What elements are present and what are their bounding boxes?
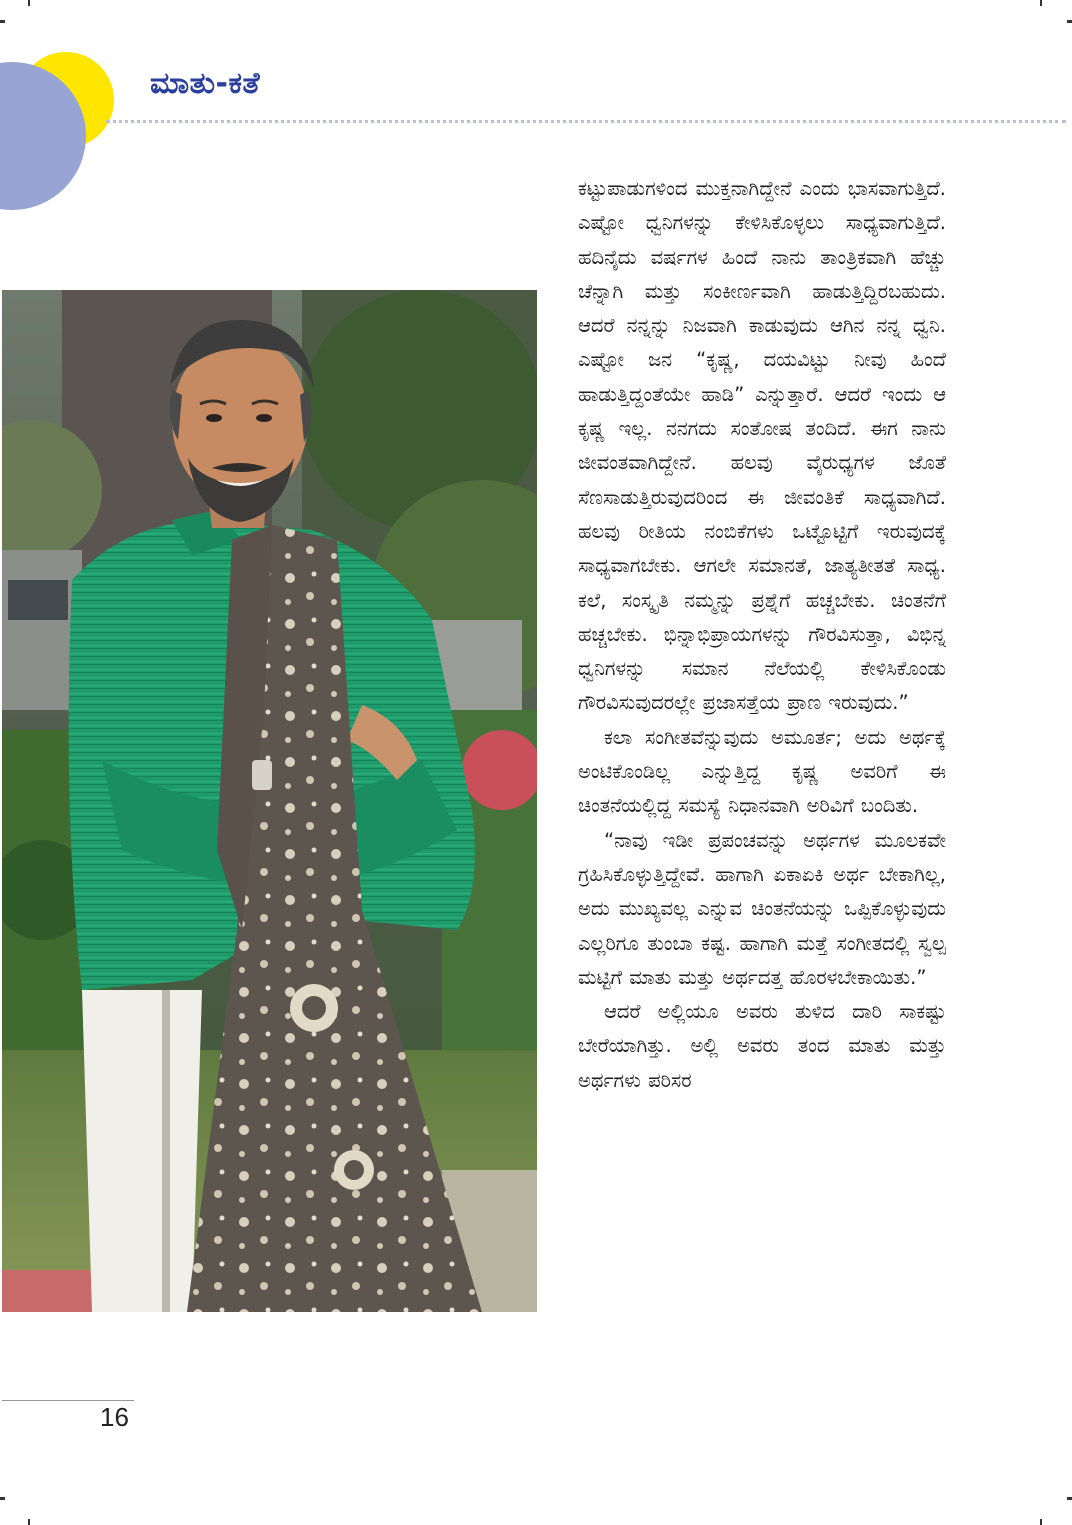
article-body [578, 172, 946, 1098]
page-number-rule [2, 1400, 134, 1401]
article-paragraph: “ನಾವು ಇಡೀ ಪ್ರಪಂಚವನ್ನು ಅರ್ಥಗಳ ಮೂಲಕವೇ ಗ್ರಹಿಸಿಕೊಳ್ಳುತ್ತಿದ್ದೇವೆ. ಹಾಗಾಗಿ ಏಕಾಏಕಿ ಅರ್ಥ ಬೇಕಾಗಿಲ್ಲ, ಅದು ಮುಖ್ಯವಲ್ಲ ಎನ್ನುವ ಚಿಂತನೆಯನ್ನು ಒಪ್ಪಿಕೊಳ್ಳುವುದು ಎಲ್ಲರಿಗೂ ತುಂಬಾ ಕಷ್ಟ. ಹಾಗಾಗಿ ಮತ್ತೆ ಸಂಗೀತದಲ್ಲಿ ಸ್ವಲ್ಪ ಮಟ್ಟಿಗೆ ಮಾತು ಮತ್ತು ಅರ್ಥದತ್ತ ಹೊರಳಬೇಕಾಯಿತು.” [578, 828, 946, 989]
section-title: ಮಾತು-ಕತೆ [150, 66, 261, 101]
crop-mark [1040, 0, 1042, 6]
page-number: 16 [100, 1402, 129, 1432]
article-paragraph: ಆದರೆ ಅಲ್ಲಿಯೂ ಅವರು ತುಳಿದ ದಾರಿ ಸಾಕಷ್ಟು ಬೇರೆಯಾಗಿತ್ತು. ಅಲ್ಲಿ ಅವರು ತಂದ ಮಾತು ಮತ್ತು ಅರ್ಥಗಳು ಪರಿಸರ [578, 1000, 946, 1092]
portrait-photo [2, 290, 537, 1312]
header-dotted-rule [106, 120, 1066, 123]
crop-mark [0, 1497, 5, 1500]
crop-mark [28, 1519, 30, 1525]
crop-mark [1067, 1497, 1072, 1500]
crop-mark [1040, 1519, 1042, 1525]
crop-mark [28, 0, 30, 6]
article-paragraph: ಕಟ್ಟುಪಾಡುಗಳಿಂದ ಮುಕ್ತನಾಗಿದ್ದೇನೆ ಎಂದು ಭಾಸವಾಗುತ್ತಿದೆ. ಎಷ್ಟೋ ಧ್ವನಿಗಳನ್ನು ಕೇಳಿಸಿಕೊಳ್ಳಲು ಸಾಧ್ಯವಾಗುತ್ತಿದೆ. ಹದಿನೈದು ವರ್ಷಗಳ ಹಿಂದೆ ನಾನು ತಾಂತ್ರಿಕವಾಗಿ ಹೆಚ್ಚು ಚೆನ್ನಾಗಿ ಮತ್ತು ಸಂಕೀರ್ಣವಾಗಿ ಹಾಡುತ್ತಿದ್ದಿರಬಹುದು. ಆದರೆ ನನ್ನನ್ನು ನಿಜವಾಗಿ ಕಾಡುವುದು ಆಗಿನ ನನ್ನ ಧ್ವನಿ. ಎಷ್ಟೋ ಜನ “ಕೃಷ್ಣ, ದಯವಿಟ್ಟು ನೀವು ಹಿಂದೆ ಹಾಡುತ್ತಿದ್ದಂತೆಯೇ ಹಾಡಿ” ಎನ್ನುತ್ತಾರೆ. ಆದರೆ ಇಂದು ಆ ಕೃಷ್ಣ ಇಲ್ಲ. ನನಗದು ಸಂತೋಷ ತಂದಿದೆ. ಈಗ ನಾನು ಜೀವಂತವಾಗಿದ್ದೇನೆ. ಹಲವು ವೈರುಧ್ಯಗಳ ಜೊತೆ ಸೆಣಸಾಡುತ್ತಿರುವುದರಿಂದ ಈ ಜೀವಂತಿಕೆ ಸಾಧ್ಯವಾಗಿದೆ. ಹಲವು ರೀತಿಯ ನಂಬಿಕೆಗಳು ಒಟ್ಟೊಟ್ಟಿಗೆ ಇರುವುದಕ್ಕೆ ಸಾಧ್ಯವಾಗಬೇಕು. ಆಗಲೇ ಸಮಾನತೆ, ಜಾತ್ಯತೀತತೆ ಸಾಧ್ಯ. ಕಲೆ, ಸಂಸ್ಕೃತಿ ನಮ್ಮನ್ನು ಪ್ರಶ್ನೆಗೆ ಹಚ್ಚಬೇಕು. ಚಿಂತನೆಗೆ ಹಚ್ಚಬೇಕು. ಭಿನ್ನಾಭಿಪ್ರಾಯಗಳನ್ನು ಗೌರವಿಸುತ್ತಾ, ವಿಭಿನ್ನ ಧ್ವನಿಗಳನ್ನು ಸಮಾನ ನೆಲೆಯಲ್ಲಿ ಕೇಳಿಸಿಕೊಂಡು ಗೌರವಿಸುವುದರಲ್ಲೇ ಪ್ರಜಾಸತ್ತೆಯ ಪ್ರಾಣ ಇರುವುದು.” [578, 177, 946, 715]
crop-mark [1067, 20, 1072, 23]
article-paragraph: ಕಲಾ ಸಂಗೀತವೆನ್ನುವುದು ಅಮೂರ್ತ; ಅದು ಅರ್ಥಕ್ಕೆ ಅಂಟಿಕೊಂಡಿಲ್ಲ ಎನ್ನುತ್ತಿದ್ದ ಕೃಷ್ಣ ಅವರಿಗೆ ಈ ಚಿಂತನೆಯಲ್ಲಿದ್ದ ಸಮಸ್ಯೆ ನಿಧಾನವಾಗಿ ಅರಿವಿಗೆ ಬಂದಿತು. [578, 725, 946, 818]
crop-mark [0, 20, 5, 23]
portrait-photo-icon [2, 290, 537, 1312]
